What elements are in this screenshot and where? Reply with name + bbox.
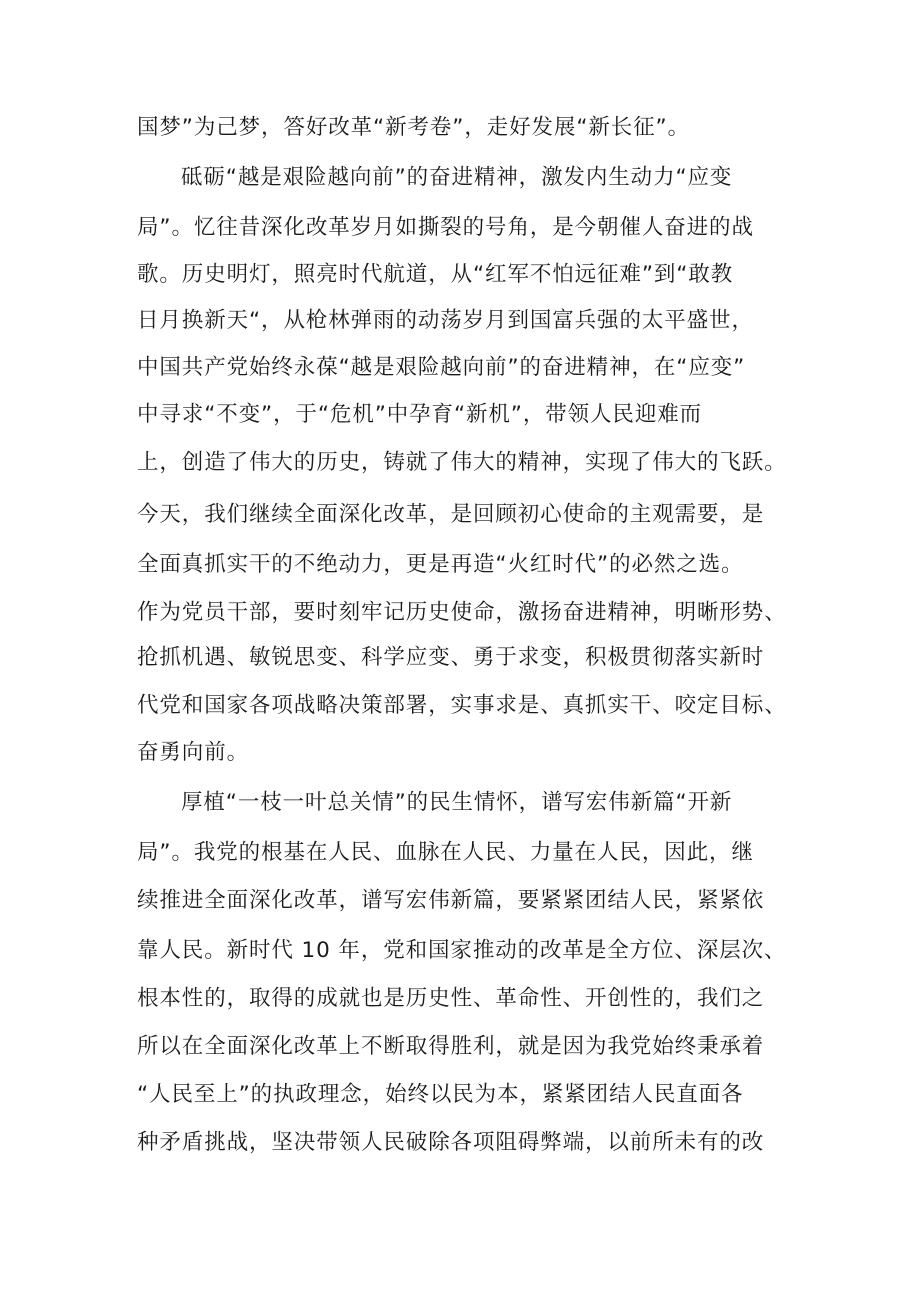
text-line: 歌。历史明灯，照亮时代航道，从“红军不怕远征难”到“敢教 [137,262,734,287]
text-line: 靠人民。新时代 10 年，党和国家推动的改革是全方位、深层次、 [137,938,787,963]
text-line: 今天，我们继续全面深化改革，是回顾初心使命的主观需要，是 [137,502,765,527]
text-line: 抢抓机遇、敏锐思变、科学应变、勇于求变，积极贯彻落实新时 [137,645,765,670]
text-line: 中国共产党始终永葆“越是艰险越向前”的奋进精神，在“应变” [137,355,746,380]
text-line: 局”。忆往昔深化改革岁月如撕裂的号角，是今朝催人奋进的战 [137,215,754,240]
text-line: 日月换新天“，从枪林弹雨的动荡岁月到国富兵强的太平盛世， [137,308,754,333]
text-line: “人民至上”的执政理念，始终以民为本，紧紧团结人民直面各 [137,1082,744,1107]
text-line: 中寻求“不变”，于“危机”中孕育“新机”，带领人民迎难而 [137,402,703,427]
paragraph-first-line: 厚植“一枝一叶总关情”的民生情怀，谱写宏伟新篇“开新 [181,790,733,815]
text-line: 种矛盾挑战，坚决带领人民破除各项阻碍弊端，以前所未有的改 [137,1130,765,1155]
text-line: 国梦”为己梦，答好改革“新考卷”，走好发展“新长征”。 [137,115,690,140]
text-line: 根本性的，取得的成就也是历史性、革命性、开创性的，我们之 [137,986,765,1011]
text-line: 奋勇向前。 [137,740,250,765]
text-line: 上，创造了伟大的历史，铸就了伟大的精神，实现了伟大的飞跃。 [137,450,787,475]
text-line: 续推进全面深化改革，谱写宏伟新篇，要紧紧团结人民，紧紧依 [137,888,765,913]
text-line: 全面真抓实干的不绝动力，更是再造“火红时代”的必然之选。 [137,552,744,577]
text-line: 代党和国家各项战略决策部署，实事求是、真抓实干、咬定目标、 [137,693,787,718]
text-line: 局”。我党的根基在人民、血脉在人民、力量在人民，因此，继 [137,840,754,865]
paragraph-first-line: 砥砺“越是艰险越向前”的奋进精神，激发内生动力“应变 [181,165,733,190]
text-line: 作为党员干部，要时刻牢记历史使命，激扬奋进精神，明晰形势、 [137,600,787,625]
text-line: 所以在全面深化改革上不断取得胜利，就是因为我党始终秉承着 [137,1034,765,1059]
